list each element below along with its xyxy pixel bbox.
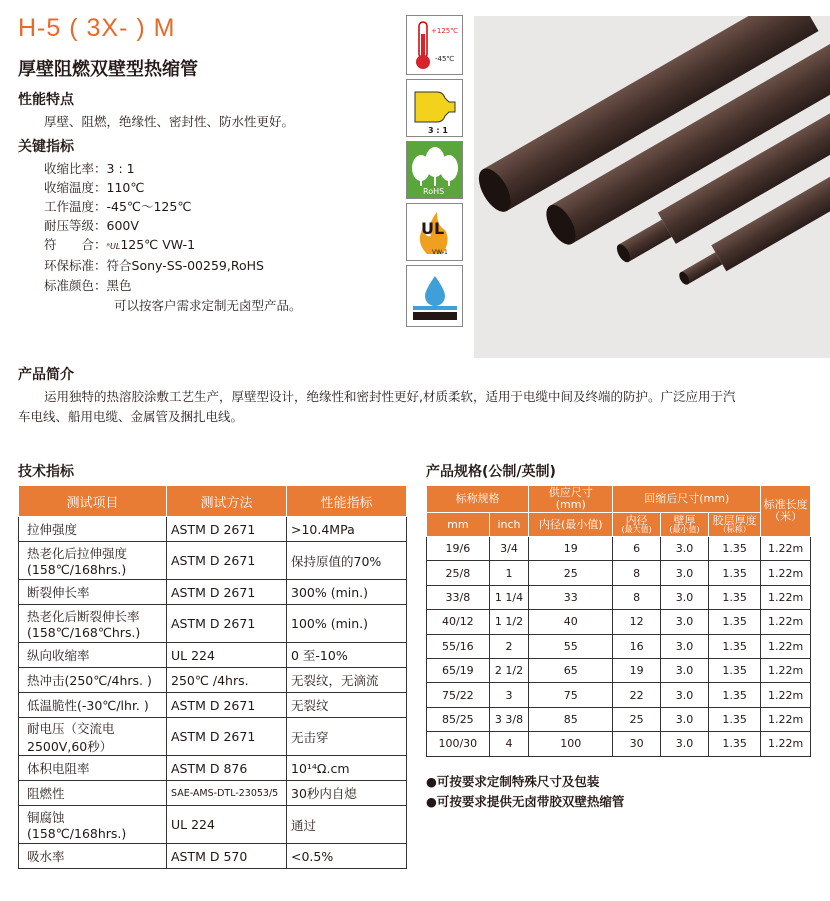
spec-cell: 8 [613,585,661,609]
spec-table-row [427,537,811,561]
spec-cell: 1.22m [761,610,811,634]
tech-cell-method: ASTM D 570 [167,844,287,869]
key-spec-label: 工作温度： [44,199,107,214]
col-performance: 性能指标 [287,486,407,517]
key-specs-heading: 关键指标 [18,139,74,155]
col-id: 内径 (最大值) [613,513,661,537]
tech-cell-item: 热冲击(250℃/4hrs. ) [19,668,167,693]
tech-cell-value: 0 至-10% [287,643,407,668]
spec-cell: 3.0 [660,634,708,658]
tech-cell-value: >10.4MPa [287,517,407,542]
tech-table-row [19,781,407,806]
key-spec-value: 125℃ VW-1 [120,237,196,252]
ratio-label: 3 : 1 [428,126,448,135]
tech-cell-value: 300% (min.) [287,580,407,605]
tech-cell-method: ASTM D 2671 [167,718,287,756]
tech-cell-method: SAE-AMS-DTL-23053/5 [167,781,287,806]
spec-cell: 1.35 [708,634,760,658]
key-spec-label: 标准颜色： [44,278,107,293]
tech-cell-item: 吸水率 [19,844,167,869]
product-name: 厚壁阻燃双壁型热缩管 [18,59,198,80]
tech-cell-method: ASTM D 2671 [167,517,287,542]
tech-table-row [19,756,407,781]
key-spec-row [44,197,191,215]
tech-table-row [19,517,407,542]
intro-text-line2: 车电线、船用电缆、金属管及捆扎电线。 [18,409,244,424]
spec-cell: 1.35 [708,707,760,731]
ul-certification-icon [406,203,463,261]
col-supply: 供应尺寸 (mm) [529,486,613,513]
tech-cell-method: ASTM D 2671 [167,542,287,580]
product-code-title: H-5 ( 3X- ) M [18,14,176,42]
spec-table-heading: 产品规格(公制/英制) [426,464,556,480]
spec-cell: 8 [613,561,661,585]
spec-cell: 4 [489,732,529,756]
spec-cell: 3.0 [660,658,708,682]
spec-cell: 3.0 [660,732,708,756]
spec-table-row [427,634,811,658]
tech-cell-item: 纵向收缩率 [19,643,167,668]
spec-cell: 3/4 [489,537,529,561]
spec-table-row [427,658,811,682]
tech-table-heading: 技术指标 [18,464,74,480]
temp-low-label: -45℃ [435,55,455,63]
tech-cell-item: 体积电阻率 [19,756,167,781]
temp-high-label: +125℃ [431,27,459,35]
spec-cell: 3 [489,683,529,707]
col-length: 标准长度 （米） [761,486,811,537]
spec-cell: 3.0 [660,561,708,585]
key-spec-value: 3 : 1 [106,161,135,176]
tech-table-row [19,643,407,668]
tech-spec-table [18,485,407,869]
spec-table-row [427,707,811,731]
key-spec-value: -45℃～125℃ [106,199,192,214]
spec-cell: 1.35 [708,683,760,707]
col-test-method: 测试方法 [167,486,287,517]
spec-cell: 1.22m [761,732,811,756]
spec-table-row [427,732,811,756]
tech-table-row [19,806,407,844]
spec-cell: 1.35 [708,610,760,634]
col-nominal: 标称规格 [427,486,529,513]
tech-cell-value: 无击穿 [287,718,407,756]
spec-cell: 1.22m [761,537,811,561]
spec-cell: 1 1/4 [489,585,529,609]
tech-cell-value: <0.5% [287,844,407,869]
intro-heading: 产品简介 [18,367,74,383]
key-spec-value: 110℃ [106,180,145,195]
key-spec-value: 符合Sony-SS-00259,RoHS [106,258,264,273]
spec-cell: 1.35 [708,561,760,585]
key-spec-row [44,216,139,234]
tech-cell-item: 耐电压（交流电 2500V,60秒） [19,718,167,756]
spec-cell: 75/22 [427,683,490,707]
col-test-item: 测试项目 [19,486,167,517]
spec-cell: 25 [613,707,661,731]
tech-cell-method: ASTM D 2671 [167,693,287,718]
spec-table-row [427,585,811,609]
tech-cell-item: 低温脆性(-30℃/lhr. ) [19,693,167,718]
spec-cell: 6 [613,537,661,561]
rohs-label: RoHS [423,187,445,196]
col-glue: 胶层厚度 （标称） [708,513,760,537]
spec-cell: 1.35 [708,537,760,561]
key-spec-label: 收缩比率： [44,161,107,176]
tech-table-row [19,668,407,693]
tech-cell-value: 无裂纹，无滴流 [287,668,407,693]
key-spec-value: 600V [106,218,139,233]
key-spec-value: 黑色 [106,278,132,293]
spec-cell: 16 [613,634,661,658]
key-spec-label: 收缩温度： [44,180,107,195]
spec-cell: 3.0 [660,683,708,707]
ul-label: UL [421,219,445,238]
spec-cell: 1.35 [708,732,760,756]
note-halogen-free: ●可按要求提供无卤带胶双壁热缩管 [426,794,625,809]
product-photo [474,16,830,358]
spec-cell: 85 [529,707,613,731]
tech-cell-item: 拉伸强度 [19,517,167,542]
tech-cell-method: ASTM D 876 [167,756,287,781]
spec-cell: 1.22m [761,707,811,731]
spec-cell: 1.35 [708,658,760,682]
spec-cell: 1.22m [761,658,811,682]
spec-cell: 22 [613,683,661,707]
key-spec-row [44,276,132,294]
intro-text-line1: 运用独特的热溶胶涂敷工艺生产，厚壁型设计，绝缘性和密封性更好,材质柔软，适用于电缆中间及终端的防护。广泛应用于汽 [44,389,736,404]
tech-cell-value: 通过 [287,806,407,844]
spec-cell: 3.0 [660,537,708,561]
tech-table-row [19,580,407,605]
spec-cell: 55 [529,634,613,658]
key-spec-row [44,256,264,274]
tech-cell-method: UL 224 [167,806,287,844]
key-spec-label: 符 合： [44,237,107,252]
col-supply-sub: 内径(最小值) [529,513,613,537]
spec-cell: 33/8 [427,585,490,609]
waterproof-icon [406,265,463,327]
shrink-ratio-icon [406,79,463,137]
spec-table-row [427,683,811,707]
features-heading: 性能特点 [18,92,74,108]
rohs-icon [406,141,463,199]
spec-cell: 65 [529,658,613,682]
spec-cell: 25/8 [427,561,490,585]
ul-mark-icon: ᴿUL [106,242,121,251]
col-inch: inch [489,513,529,537]
spec-cell: 19 [529,537,613,561]
tech-cell-method: UL 224 [167,643,287,668]
tech-cell-method: ASTM D 2671 [167,580,287,605]
spec-cell: 30 [613,732,661,756]
ul-sub-label: VW-1 [432,249,448,256]
spec-cell: 40 [529,610,613,634]
spec-cell: 3.0 [660,585,708,609]
spec-cell: 3.0 [660,610,708,634]
spec-table-row [427,561,811,585]
key-specs-note: 可以按客户需求定制无卤型产品。 [114,298,302,313]
tech-cell-value: 100% (min.) [287,605,407,643]
tech-cell-item: 断裂伸长率 [19,580,167,605]
spec-cell: 2 1/2 [489,658,529,682]
note-custom-size: ●可按要求定制特殊尺寸及包装 [426,774,600,789]
col-wall: 壁厚 (最小值) [660,513,708,537]
temperature-icon [406,15,463,75]
spec-cell: 12 [613,610,661,634]
spec-cell: 1.22m [761,561,811,585]
tech-cell-method: ASTM D 2671 [167,605,287,643]
spec-cell: 3 3/8 [489,707,529,731]
spec-cell: 3.0 [660,707,708,731]
key-spec-row [44,178,144,196]
spec-cell: 1.22m [761,634,811,658]
spec-cell: 65/19 [427,658,490,682]
tech-cell-item: 阻燃性 [19,781,167,806]
spec-cell: 1.22m [761,585,811,609]
spec-cell: 55/16 [427,634,490,658]
tech-cell-value: 保持原值的70% [287,542,407,580]
spec-cell: 19/6 [427,537,490,561]
spec-cell: 33 [529,585,613,609]
tech-table-row [19,718,407,756]
spec-cell: 40/12 [427,610,490,634]
spec-cell: 2 [489,634,529,658]
features-text: 厚壁、阻燃，绝缘性、密封性、防水性更好。 [44,114,295,129]
tech-table-row [19,693,407,718]
tech-table-row [19,542,407,580]
spec-cell: 85/25 [427,707,490,731]
tech-cell-item: 铜腐蚀 (158℃/168hrs.) [19,806,167,844]
tech-cell-method: 250℃ /4hrs. [167,668,287,693]
tech-cell-value: 30秒内自熄 [287,781,407,806]
tech-table-row [19,605,407,643]
product-spec-table [426,485,811,757]
spec-cell: 100 [529,732,613,756]
spec-cell: 75 [529,683,613,707]
col-recovered: 回缩后尺寸(mm) [613,486,761,513]
spec-cell: 1 [489,561,529,585]
key-spec-row [44,235,195,253]
col-mm: mm [427,513,490,537]
spec-cell: 19 [613,658,661,682]
spec-cell: 1.22m [761,683,811,707]
spec-cell: 100/30 [427,732,490,756]
spec-cell: 25 [529,561,613,585]
tech-cell-value: 10¹⁴Ω.cm [287,756,407,781]
spec-cell: 1.35 [708,585,760,609]
tech-cell-item: 热老化后拉伸强度 (158℃/168hrs.) [19,542,167,580]
tech-cell-item: 热老化后断裂伸长率 (158℃/168℃hrs.) [19,605,167,643]
tech-cell-value: 无裂纹 [287,693,407,718]
key-spec-label: 耐压等级： [44,218,107,233]
spec-table-row [427,610,811,634]
key-spec-row [44,159,135,177]
key-spec-label: 环保标准： [44,258,107,273]
spec-cell: 1 1/2 [489,610,529,634]
tech-table-row [19,844,407,869]
